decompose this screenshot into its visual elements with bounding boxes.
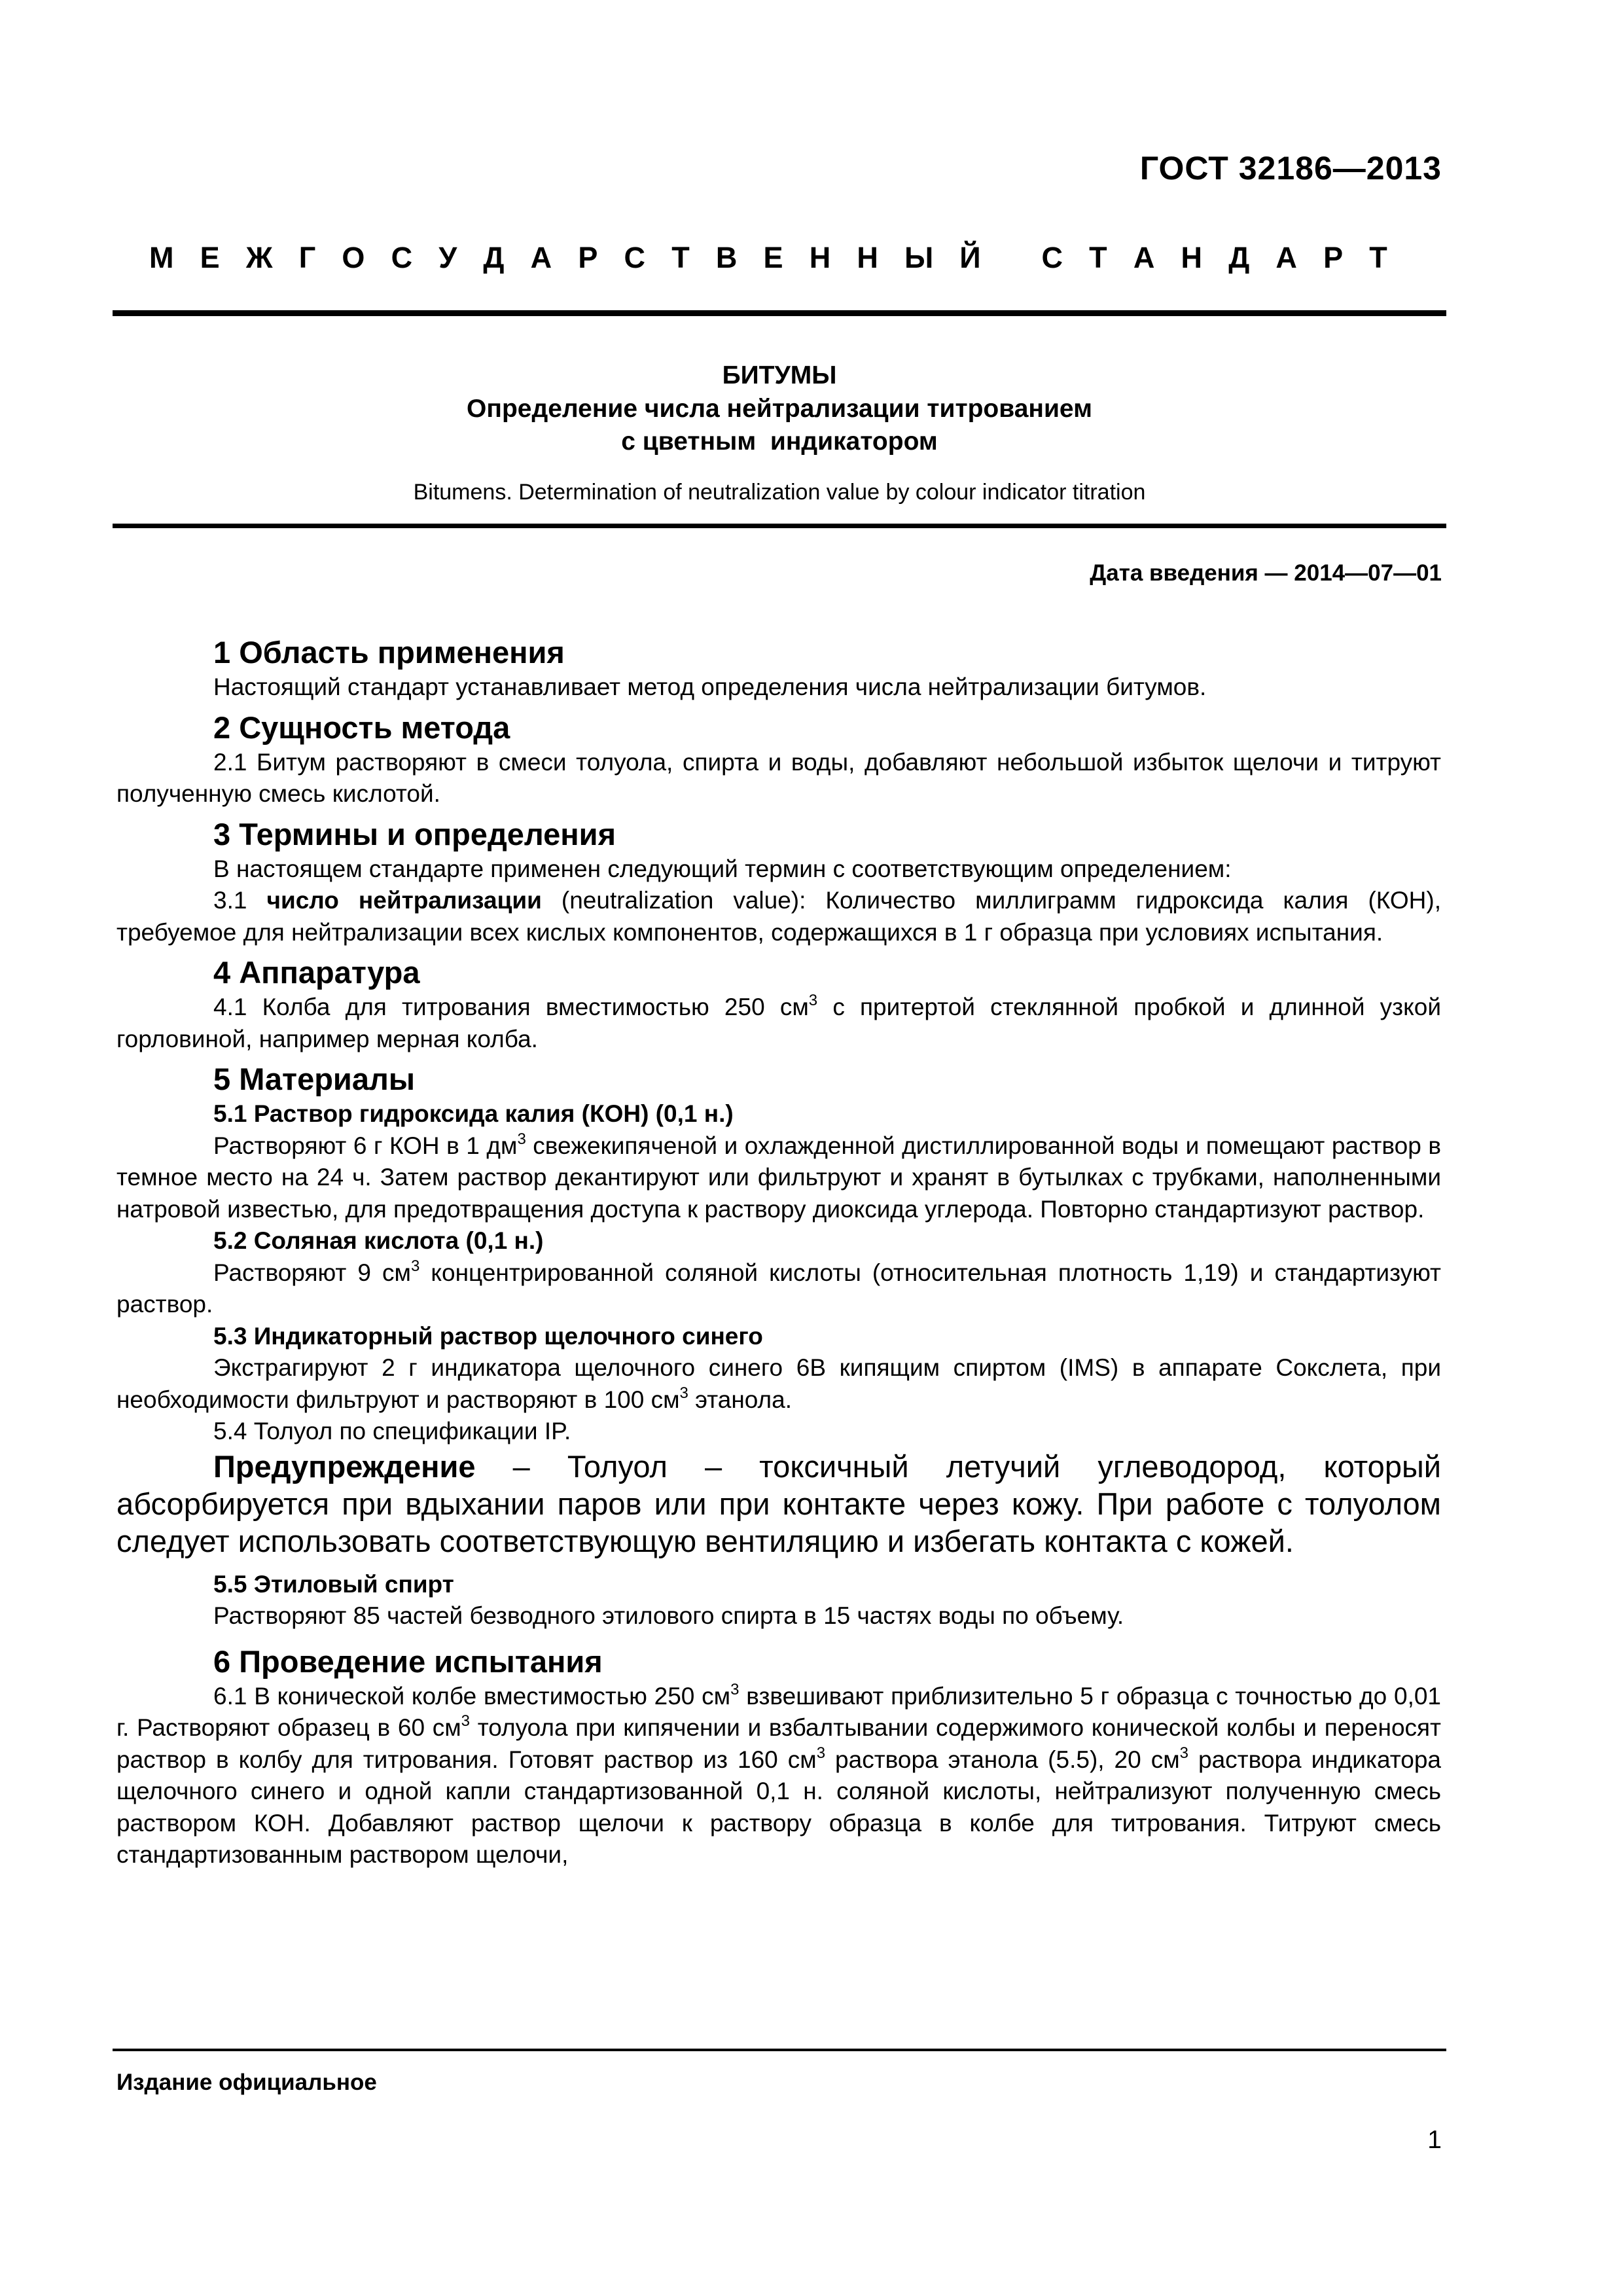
standard-heading-letter: А [1133,241,1155,274]
official-edition-label: Издание официальное [116,2070,377,2095]
standard-heading-letter: А [530,241,552,274]
warning-note [116,1448,1441,1560]
standard-heading-letter: Н [857,241,878,274]
standard-heading-letter: Ы [904,241,934,274]
section-1-text: Настоящий стандарт устанавливает метод определения числа нейтрализации битумов. [213,673,1207,700]
title-divider [113,524,1446,528]
standard-heading-letter: Й [959,241,981,274]
standard-heading-letter [1007,241,1016,275]
section-3-intro: В настоящем стандарте применен следующий термин с соответствующим определением: [213,855,1232,882]
warning-text: – Толуол – токсичный летучий углеводород, который абсорбируется при вдыхании паров или при контакте через кожу. При работе с толуолом следует использовать соответствующую вентиляцию и избегать контакта с кожей. [116,1448,1441,1558]
subsection-5-3-title: 5.3 Индикаторный раствор щелочного синего [213,1322,763,1350]
section-3-definition [116,885,1441,948]
subsection-5-4-text: 5.4 Толуол по спецификации IP. [213,1418,571,1444]
section-1-heading: 1 Область применения [213,635,565,670]
gost-number: ГОСТ 32186—2013 [1139,150,1442,187]
standard-heading-letter: С [624,241,646,274]
standard-heading-letter: Д [1228,241,1250,274]
section-6-heading: 6 Проведение испытания [213,1643,603,1679]
warning-label: Предупреждение [213,1448,476,1484]
section-2-text: 2.1 Битум растворяют в смеси толуола, спирта и воды, добавляют небольшой избыток щелочи и титруют полученную смесь кислотой. [116,748,1441,807]
section-4-heading: 4 Аппаратура [213,955,420,990]
standard-heading-letter: О [342,241,365,274]
subsection-5-1-text: Растворяют 6 г КОН в 1 $дм^3$ свежекипяченой и охлажденной дистиллированной воды и помещают раствор в темное место на 24 ч. Затем раствор декантируют или фильтруют и хранят в бутылках с трубками, наполненными натровой известью, для предотвращения доступа к раствору диоксида углерода. Повторно стандартизуют раствор. [116,1130,1441,1223]
standard-heading-letter: Е [763,241,783,274]
standard-heading-letter: С [1041,241,1063,274]
term-name: число нейтрализации [266,887,542,914]
subsection-5-2-text: Растворяют 9 $см^3$ концентрированной соляной кислоты (относительная плотность 1,19) и стандартизуют раствор. [116,1257,1442,1318]
standard-type-heading [149,241,1387,275]
standard-heading-letter: М [149,241,174,274]
footer-divider [113,2049,1446,2051]
subsection-5-2-title: 5.2 Соляная кислота (0,1 н.) [213,1227,544,1254]
page-number: 1 [1427,2126,1442,2154]
subsection-5-3-text: Экстрагируют 2 г индикатора щелочного синего 6В кипящим спиртом (IMS) в аппарате Сокслета, при необходимости фильтруют и растворяют в 100 $см^3$ этанола. [116,1354,1441,1413]
standard-heading-letter: Н [1181,241,1203,274]
standard-heading-letter: С [391,241,413,274]
standard-heading-letter: Т [1089,241,1107,274]
document-body [116,628,1441,1871]
term-definition: (neutralization value): Количество миллиграмм гидроксида калия (КОН), требуемое для нейтрализации всех кислых компонентов, содержащихся в 1 г образца при условиях испытания. [116,887,1442,946]
subtitle-line-1: Определение числа нейтрализации титрованием [467,395,1092,423]
standard-heading-letter: Т [671,241,690,274]
standard-heading-letter: Ж [245,241,273,274]
standard-heading-letter: Д [483,241,505,274]
section-5-heading: 5 Материалы [213,1062,415,1096]
standard-heading-letter: В [715,241,738,274]
introduction-date: Дата введения — 2014—07—01 [1090,560,1442,586]
standard-heading-letter: Е [200,241,220,274]
standard-heading-letter: У [438,241,457,274]
subsection-5-5-title: 5.5 Этиловый спирт [213,1570,454,1598]
term-number: 3.1 [213,887,267,914]
header-divider [113,310,1446,316]
subsection-5-5-text: Растворяют 85 частей безводного этилового спирта в 15 частях воды по объему. [213,1602,1124,1629]
document-subtitle [113,393,1446,458]
english-title: Bitumens. Determination of neutralization value by colour indicator titration [413,480,1146,505]
standard-heading-letter: А [1275,241,1297,274]
section-4-text: 4.1 Колба для титрования вместимостью 250 $см^3$ с притертой стеклянной пробкой и длинной узкой горловиной, например мерная колба. [116,992,1441,1052]
document-title: БИТУМЫ [722,361,837,389]
standard-heading-letter: Г [298,241,316,274]
subtitle-line-2: с цветным индикатором [621,427,938,456]
section-6-text: 6.1 В конической колбе вместимостью 250 $см^3$ взвешивают приблизительно 5 г образца с точностью до 0,01 г. Растворяют образец в 60 $см^3$ толуола при кипячении и взбалтывании содержимого конической колбы и переносят раствор в колбу для титрования. Готовят раствор из 160 $см^3$ раствора этанола (5.5), 20 $см^3$ раствора индикатора щелочного синего и одной капли стандартизованной 0,1 н. соляной кислоты, нейтрализуют полученную смесь раствором КОН. Добавляют раствор щелочи к раствору образца в колбе для титрования. Титруют смесь стандартизованным раствором щелочи, [116,1680,1442,1868]
standard-heading-letter: Р [1323,241,1344,274]
standard-heading-letter: Н [809,241,831,274]
subsection-5-1-title: 5.1 Раствор гидроксида калия (КОН) (0,1 н.) [213,1100,734,1127]
section-3-heading: 3 Термины и определения [213,816,616,852]
standard-heading-letter: Т [1369,241,1387,274]
standard-heading-letter: Р [578,241,598,274]
section-2-heading: 2 Сущность метода [213,709,510,745]
